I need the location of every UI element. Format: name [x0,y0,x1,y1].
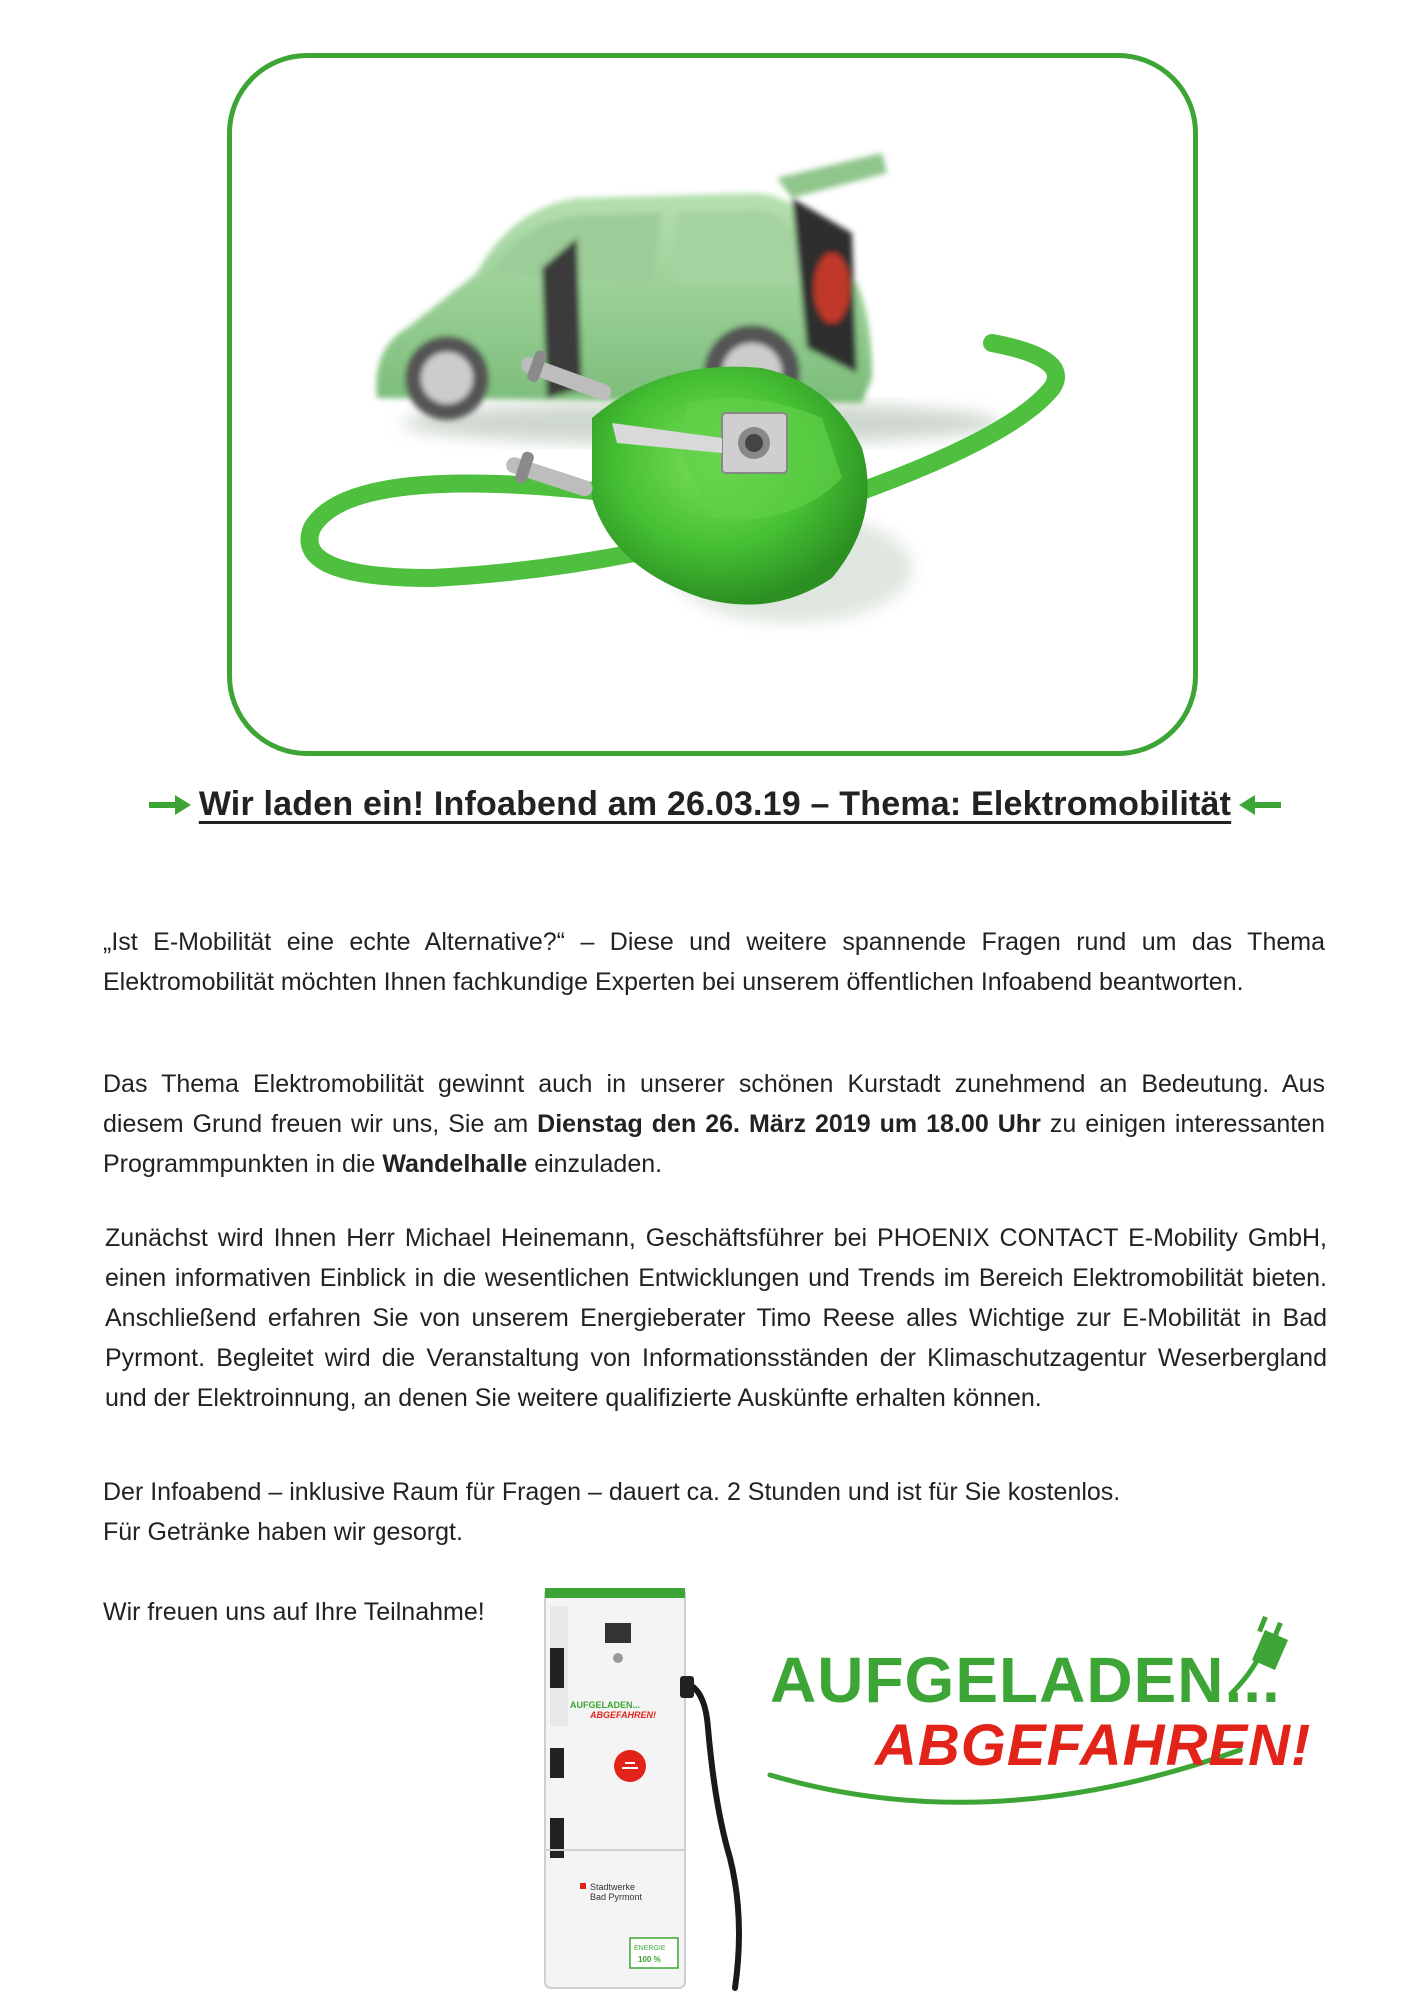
event-venue: Wandelhalle [382,1150,528,1178]
invitation-paragraph [103,1064,1325,1184]
logo-line1: AUFGELADEN... [770,1644,1281,1716]
charger-logo-line2: ABGEFAHREN! [590,1710,657,1720]
charger-energy-label: ENERGIE [634,1945,666,1952]
charging-station-image [530,1588,770,1993]
intro-paragraph: „Ist E-Mobilität eine echte Alternative?“ – Diese und weitere spannende Fragen rund um das Thema Elektromobilität möchten Ihnen fachkundige Experten bei unserem öffentlichen Infoabend beantworten. [103,928,1325,996]
details-line-2: Für Getränke haben wir gesorgt. [103,1518,463,1546]
invitation-text-1: Das Thema Elektromobilität gewinnt auch in unserer schönen Kurstadt zunehmend an Bedeutung. Aus diesem Grund freuen wir uns, Sie am [103,1070,1325,1138]
charger-logo-line1: AUFGELADEN... [570,1700,641,1710]
arrow-right-icon [149,794,191,816]
closing-text: Wir freuen uns auf Ihre Teilnahme! [103,1598,485,1626]
invitation-text-2: zu einigen interessanten Programmpunkten in die [103,1110,1325,1178]
headline-row [60,785,1370,824]
details-paragraph [103,1472,1325,1552]
page-title: Wir laden ein! Infoabend am 26.03.19 – Thema: Elektromobilität [198,785,1232,823]
charger-brand-line2: Bad Pyrmont [590,1892,643,1902]
charging-station-illustration [530,1588,770,1993]
invitation-text-3: einzuladen. [527,1150,663,1178]
event-date: Dienstag den 26. März 2019 um 18.00 Uhr [537,1110,1041,1138]
logo-line2: ABGEFAHREN! [875,1713,1312,1778]
details-line-1: Der Infoabend – inklusive Raum für Fragen – dauert ca. 2 Stunden und ist für Sie kostenlos. [103,1478,1121,1506]
program-paragraph: Zunächst wird Ihnen Herr Michael Heinemann, Geschäftsführer bei PHOENIX CONTACT E-Mobility GmbH, einen informativen Einblick in die wesentlichen Entwicklungen und Trends im Bereich Elektromobilität bieten. Anschließend erfahren Sie von unserem Energieberater Timo Reese alles Wichtige zur E-Mobilität in Bad Pyrmont. Begleitet wird die Veranstaltung von Informationsständen der Klimaschutzagentur Weserbergland und der Elektroinnung, an denen Sie weitere qualifizierte Auskünfte erhalten können. [105,1224,1327,1412]
hero-image-frame [227,53,1198,756]
campaign-logo [760,1600,1340,1820]
charger-energy-value: 100 % [638,1955,661,1964]
charger-brand-line1: Stadtwerke [590,1882,636,1892]
hero-illustration [232,58,1193,751]
arrow-left-icon [1239,794,1281,816]
